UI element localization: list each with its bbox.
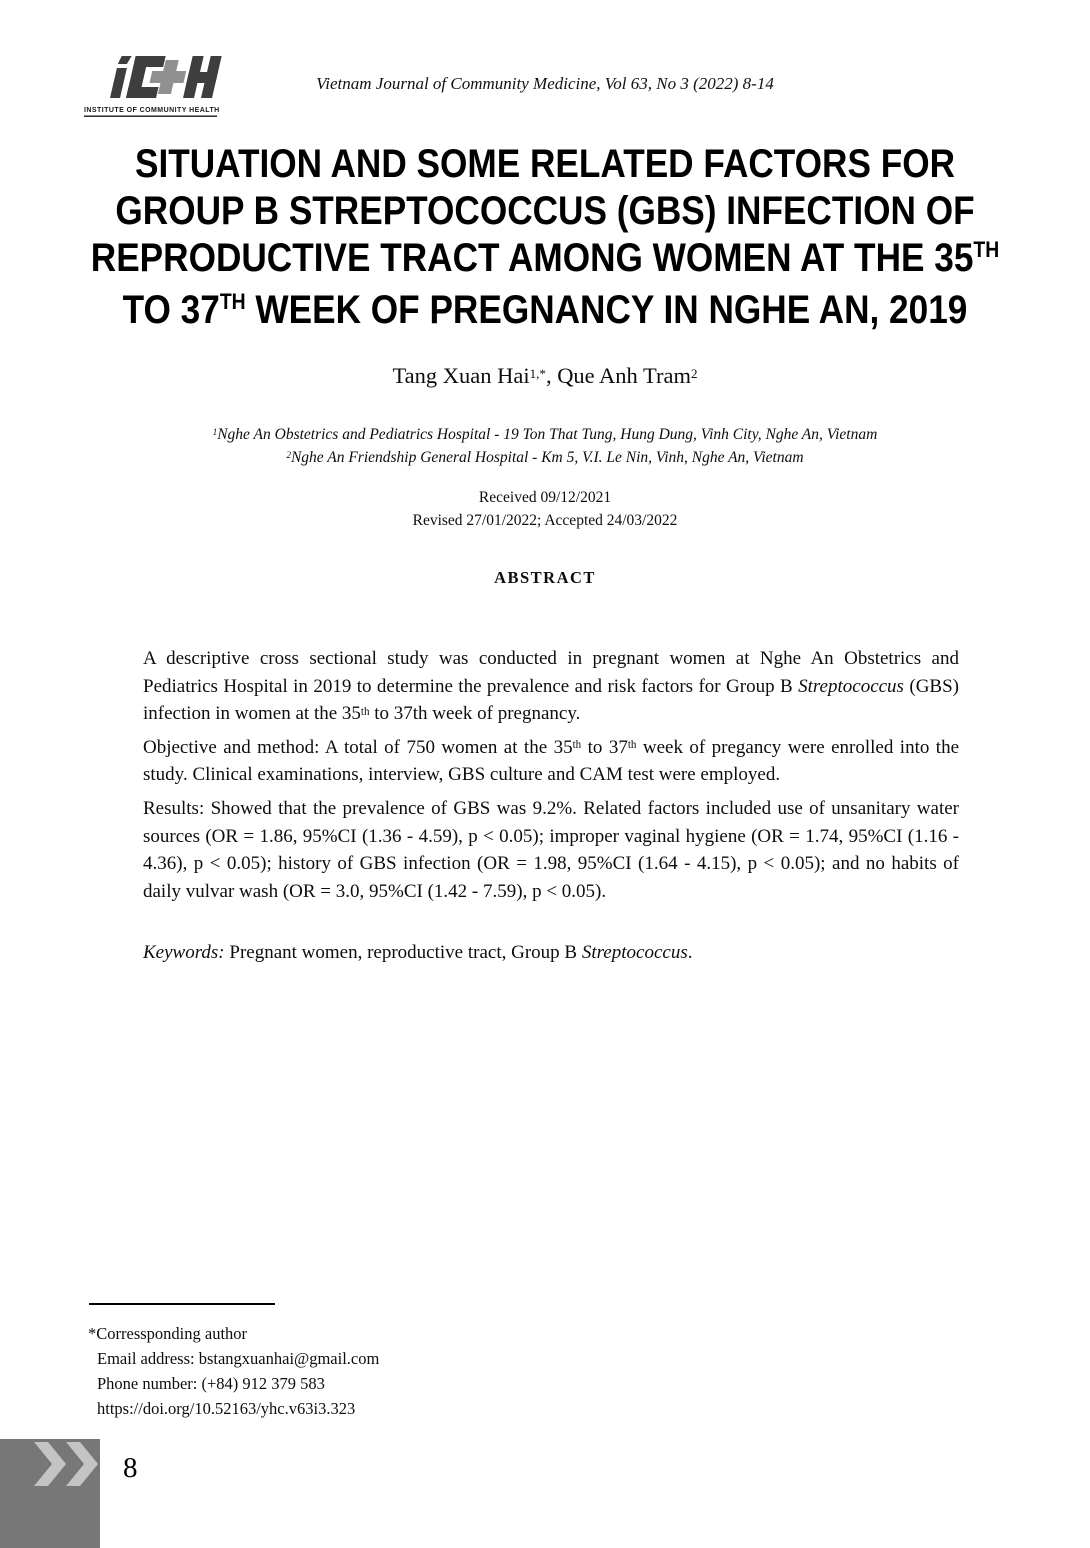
logo-i-dot [118, 56, 132, 64]
title-text: WEEK OF PREGNANCY IN NGHE AN, 2019 [245, 288, 968, 332]
logo-c-top [133, 56, 166, 67]
affiliations [0, 423, 1090, 469]
title-line-4 [65, 287, 1024, 339]
abstract-text: Objective and method: A total of 750 women at the 35 [143, 736, 573, 758]
ordinal-superscript: th [572, 739, 582, 752]
abstract-text: to 37 [581, 736, 628, 758]
corresponding-author-note: *Corressponding author [88, 1324, 248, 1343]
paper-title [0, 141, 1090, 339]
author-name-2: Que Anh Tram [557, 363, 691, 388]
keywords-text: . [687, 942, 693, 964]
ordinal-superscript: th [627, 739, 637, 752]
author-superscript-1: 1,* [529, 365, 546, 381]
species-name-italic: Streptococcus [798, 675, 904, 697]
abstract-text: (GBS) infection in women at the 35 [143, 675, 959, 725]
logo-caption: INSTITUTE OF COMMUNITY HEALTH [84, 107, 220, 114]
title-text: TO 37 [122, 288, 220, 332]
author-separator: , [545, 363, 558, 388]
title-text: SITUATION AND SOME RELATED FACTORS FOR [134, 142, 956, 186]
abstract-heading: ABSTRACT [494, 568, 596, 587]
title-text: GROUP B STREPTOCOCCUS (GBS) INFECTION OF [115, 189, 975, 233]
doi-link: https://doi.org/10.52163/yhc.v63i3.323 [97, 1399, 356, 1418]
affiliation-1-superscript: 1 [212, 427, 218, 438]
footnote-block [88, 1321, 379, 1421]
author-superscript-2: 2 [690, 365, 698, 381]
abstract-paragraph-3: Results: Showed that the prevalence of GBS was 9.2%. Related factors included use of unsanitary water sources (OR = 1.86, 95%CI (1.36 - 4.59), p < 0.05); improper vaginal hygiene (OR = 1.74, 95%CI (1.16 - 4.36), p < 0.05); history of GBS infection (OR = 1.98, 95%CI (1.64 - 4.15), p < 0.05); and no habits of daily vulvar wash (OR = 3.0, 95%CI (1.42 - 7.59), p < 0.05). [143, 797, 959, 902]
page-number: 8 [123, 1452, 138, 1484]
abstract-paragraph-1 [143, 645, 959, 728]
author-name-1: Tang Xuan Hai [392, 363, 530, 388]
title-line-2 [65, 188, 1024, 235]
corresponding-email: Email address: bstangxuanhai@gmail.com [97, 1349, 380, 1368]
abstract-text: to 37th week of pregnancy. [369, 703, 581, 725]
corresponding-phone: Phone number: (+84) 912 379 583 [97, 1374, 325, 1393]
title-text: REPRODUCTIVE TRACT AMONG WOMEN AT THE 35 [90, 236, 974, 280]
keywords-text: Pregnant women, reproductive tract, Group B [224, 942, 582, 964]
footnote-divider [89, 1303, 275, 1305]
affiliation-2-superscript: 2 [286, 450, 291, 461]
species-name-italic: Streptococcus [581, 942, 688, 964]
affiliation-2-text: Nghe An Friendship General Hospital - Km 5, V.I. Le Nin, Vinh, Nghe An, Vietnam [290, 449, 804, 466]
footer-corner-block [0, 1439, 100, 1548]
abstract-paragraph-2 [143, 734, 959, 789]
revised-accepted-date: Revised 27/01/2022; Accepted 24/03/2022 [412, 512, 678, 529]
ordinal-superscript: th [360, 705, 370, 718]
logo-underline [84, 116, 217, 117]
title-superscript: TH [219, 289, 246, 314]
received-date: Received 09/12/2021 [478, 489, 612, 506]
abstract-text: A descriptive cross sectional study was conducted in pregnant women at Nghe An Obstetrics and Pediatrics Hospital in 2019 to determine the prevalence and risk factors for Group B [143, 648, 959, 697]
title-superscript: TH [973, 237, 1000, 262]
affiliation-2 [0, 446, 1090, 469]
journal-header-line: Vietnam Journal of Community Medicine, Vol 63, No 3 (2022) 8-14 [316, 74, 774, 93]
keywords-label: Keywords: [143, 942, 225, 964]
abstract-body [143, 645, 959, 973]
affiliation-1-text: Nghe An Obstetrics and Pediatrics Hospital - 19 Ton That Tung, Hung Dung, Vinh City, Nghe An, Vietnam [217, 426, 878, 443]
abstract-text: week of pregancy were enrolled into the study. Clinical examinations, interview, GBS culture and CAM test were employed. [143, 736, 960, 786]
affiliation-1 [0, 423, 1090, 446]
author-line [0, 363, 1090, 389]
title-line-3 [65, 235, 1024, 287]
article-dates [0, 486, 1090, 532]
double-chevron-icon [34, 1442, 100, 1486]
title-line-1 [65, 141, 1024, 188]
keywords-line [143, 939, 959, 967]
